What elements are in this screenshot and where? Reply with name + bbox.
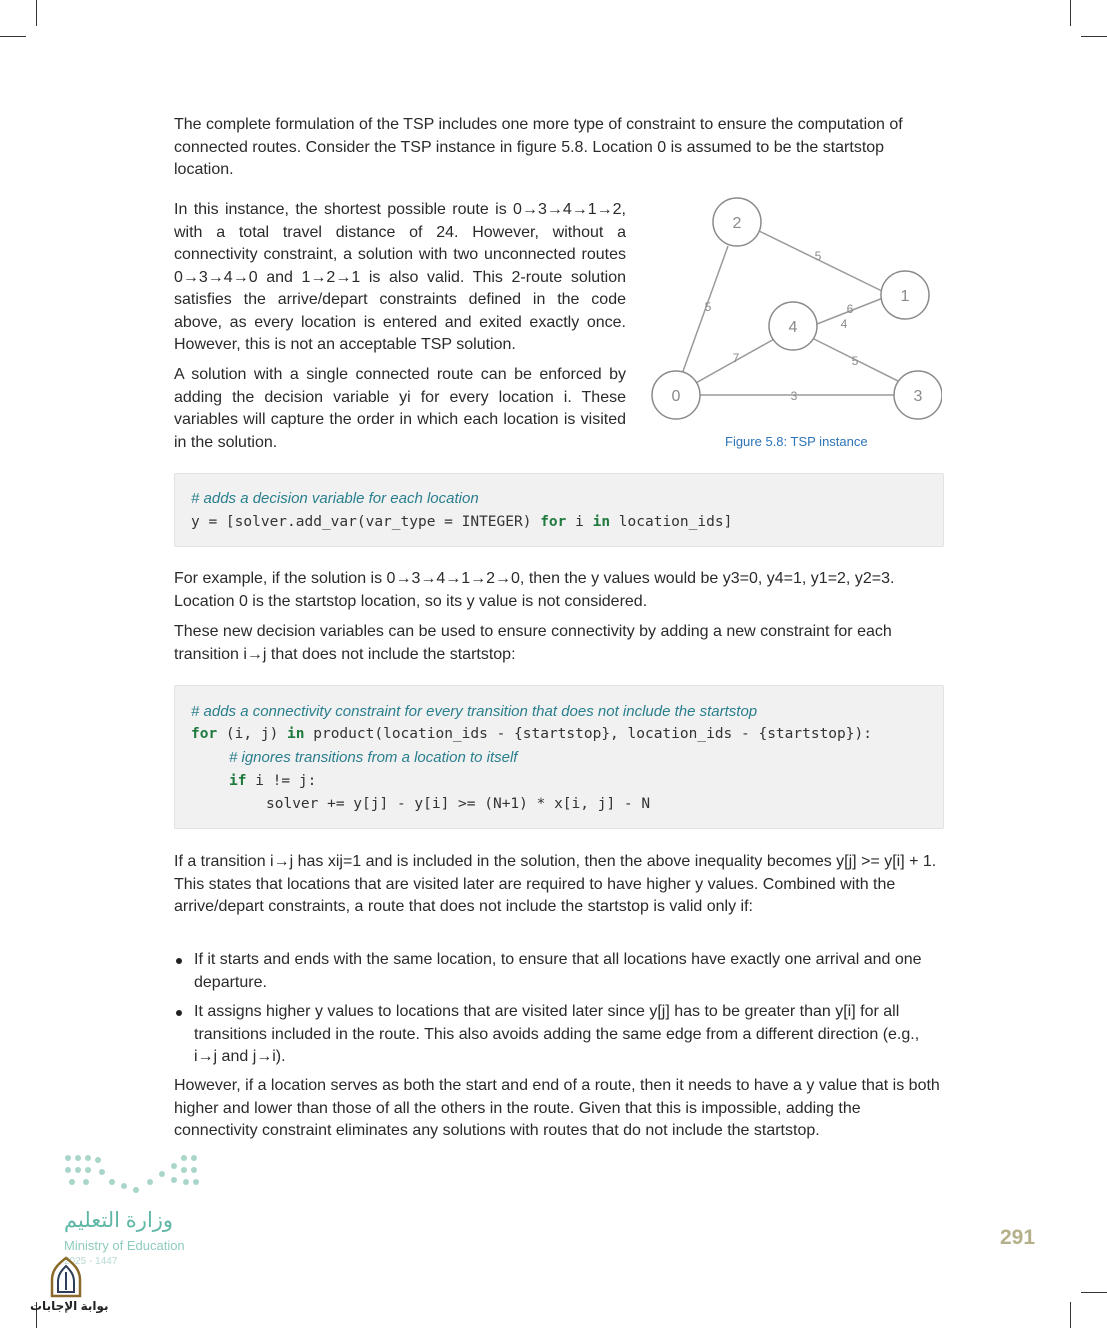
edge-label: 6 xyxy=(846,302,854,316)
node-label: 3 xyxy=(913,388,923,405)
keyword-in: in xyxy=(592,514,611,530)
code-line xyxy=(229,773,316,789)
inequality-paragraph: If a transition i→j has xij=1 and is included in the solution, then the above inequality becomes y[j] >= y[i] + 1. This states that locations that are visited later are required to have higher y values. Combined with the arrive/depart constraints, a route that does not include the startstop is valid only if: xyxy=(174,853,937,915)
code-block-connectivity xyxy=(174,685,944,829)
crop-mark xyxy=(1070,0,1071,26)
edge-label: 5 xyxy=(851,354,859,368)
node-label: 0 xyxy=(671,388,681,405)
ministry-dots-logo xyxy=(62,1152,202,1200)
site-emblem-icon xyxy=(46,1256,86,1300)
list-item: It assigns higher y values to locations that are visited later since y[j] has to be greater than y[i] for all transitions included in the route. This also avoids adding the same edge from a different direction (e.g., i→j and j→i). xyxy=(174,1001,942,1069)
ministry-years: 2025 - 1447 xyxy=(64,1256,118,1267)
code-line xyxy=(266,796,650,812)
code-line xyxy=(191,514,732,530)
conditions-list xyxy=(174,949,942,1076)
node-label: 2 xyxy=(732,215,742,232)
code-comment xyxy=(229,749,517,766)
edge-label: 3 xyxy=(790,389,798,403)
connectivity-paragraph: These new decision variables can be used to ensure connectivity by adding a new constraint for each transition i→j that does not include the startstop: xyxy=(174,623,892,663)
intro-paragraph: The complete formulation of the TSP includes one more type of constraint to ensure the computation of connected routes. Consider the TSP instance in figure 5.8. Location 0 is assumed to be the startstop location. xyxy=(174,116,903,178)
list-item: If it starts and ends with the same location, to ensure that all locations have exactly one arrival and one departure. xyxy=(174,949,942,994)
code-comment-text: # ignores transitions from a location to itself xyxy=(229,749,518,766)
code-comment-text: # adds a connectivity constraint for every transition that does not include the startstop xyxy=(191,703,758,720)
code-text: i xyxy=(566,514,593,530)
conclusion-paragraph: However, if a location serves as both the start and end of a route, then it needs to have a y value that is both higher and lower than those of all the others in the route. Given that this is impossible, adding the connectivity constraint eliminates any solutions with routes that do not include the startstop. xyxy=(174,1077,940,1139)
example-paragraph: For example, if the solution is 0→3→4→1→2→0, then the y values would be y3=0, y4=1, y1=2, y2=3. Location 0 is the startstop location, so its y value is not considered. xyxy=(174,570,895,610)
code-line xyxy=(191,726,872,742)
crop-mark xyxy=(0,36,26,37)
node-label: 1 xyxy=(900,288,910,305)
code-text: location_ids] xyxy=(610,514,733,530)
code-text: i != j: xyxy=(246,773,317,789)
code-comment xyxy=(191,490,479,507)
keyword-for: for xyxy=(540,514,567,530)
edge-label: 5 xyxy=(814,249,822,263)
figure-caption: Figure 5.8: TSP instance xyxy=(725,434,868,449)
code-text: (i, j) xyxy=(217,726,288,742)
crop-mark xyxy=(1081,1292,1107,1293)
crop-mark xyxy=(36,0,37,26)
edge-2-1 xyxy=(757,230,886,293)
ministry-english-name: Ministry of Education xyxy=(64,1238,185,1253)
keyword-for: for xyxy=(191,726,218,742)
page-number: 291 xyxy=(1000,1226,1036,1249)
node-label: 4 xyxy=(788,319,798,336)
edge-label: 5 xyxy=(704,300,712,314)
site-name: بوابة الإجابات xyxy=(30,1299,109,1313)
edge-label: 7 xyxy=(732,351,740,365)
edge-label: 4 xyxy=(840,317,848,331)
crop-mark xyxy=(1081,36,1107,37)
code-text: product(location_ids - {startstop}, location_ids - {startstop}): xyxy=(304,726,872,742)
code-text: y = [solver.add_var(var_type = INTEGER) xyxy=(191,514,541,530)
ministry-arabic-name: وزارة التعليم xyxy=(64,1209,174,1232)
decision-variable-paragraph: A solution with a single connected route can be enforced by adding the decision variable yi for every location i. These variables will capture the order in which each location is visited in the solution. xyxy=(174,366,626,451)
tsp-instance-graph xyxy=(640,190,942,460)
keyword-if: if xyxy=(229,773,247,789)
route-paragraph: In this instance, the shortest possible route is 0→3→4→1→2, with a total travel distance of 24. However, without a connectivity constraint, a solution with two unconnected routes 0→3→4→0 and 1→2→1 is also valid. This 2-route solution satisfies the arrive/depart constraints defined in the code above, as every location is entered and exited exactly once. However, this is not an acceptable TSP solution. xyxy=(174,201,626,353)
code-comment-text: # adds a decision variable for each location xyxy=(191,490,479,507)
code-comment xyxy=(191,703,757,720)
code-text: solver += y[j] - y[i] >= (N+1) * x[i, j] - N xyxy=(266,796,651,812)
crop-mark xyxy=(1070,1302,1071,1328)
keyword-in: in xyxy=(287,726,305,742)
code-block-decision-variable xyxy=(174,473,944,547)
